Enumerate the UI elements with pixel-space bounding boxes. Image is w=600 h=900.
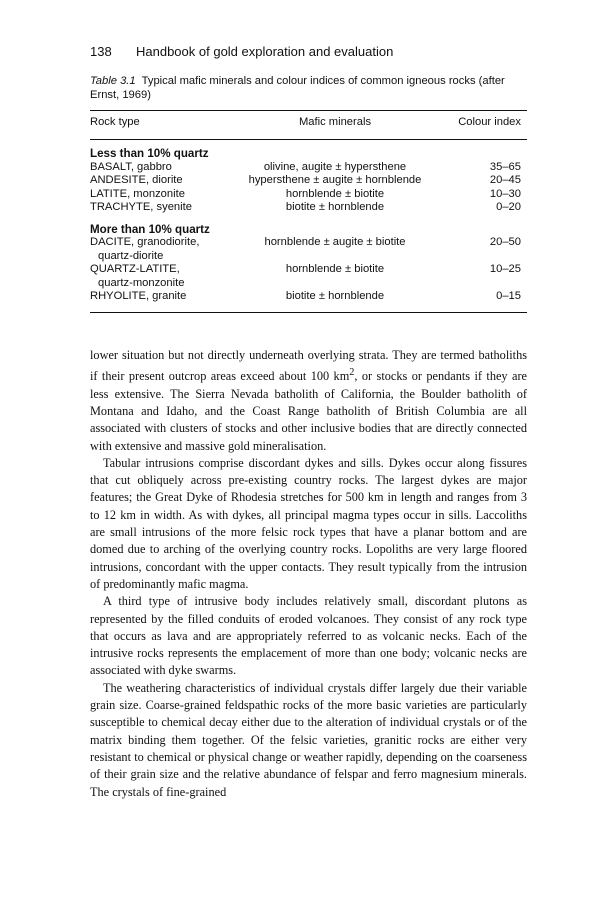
- table-top-rule: [90, 110, 527, 111]
- table-header-row: [90, 113, 527, 142]
- rock-type-continuation: quartz-diorite: [98, 249, 164, 262]
- rock-type-cell: ANDESITE, diorite: [90, 174, 183, 186]
- table-row: [90, 236, 527, 263]
- rock-type-cell: [90, 236, 240, 263]
- table-caption: [90, 74, 530, 102]
- rock-type-line: DACITE, granodiorite,: [90, 236, 200, 248]
- colour-index-cell: 20–50: [489, 236, 521, 248]
- paragraph: The weathering characteristics of individual crystals differ largely due their variable grain size. Coarse-grained feldspathic rocks of the more basic varieties are particularly susceptible to chemical decay either due to the alteration of individual crystals or of the matrix binding them together. Of the felsic varieties, granitic rocks are either very resistant to chemical or physical change or weather rapidly, depending on the coarseness of their grain size and the relative abundance of felspar and ferro magnesium minerals. The crystals of fine-grained: [90, 680, 527, 799]
- colour-index-cell: 10–25: [489, 263, 521, 275]
- mafic-minerals-cell: biotite ± hornblende: [285, 290, 385, 302]
- mafic-minerals-cell: hypersthene ± augite ± hornblende: [248, 174, 422, 186]
- rock-type-cell: BASALT, gabbro: [90, 160, 172, 173]
- table-bottom-rule: [90, 312, 527, 313]
- colour-index-cell: 35–65: [489, 160, 521, 173]
- colour-index-cell: 20–45: [489, 174, 521, 186]
- group-heading: Less than 10% quartz: [90, 147, 209, 160]
- mafic-minerals-cell: biotite ± hornblende: [285, 201, 385, 213]
- rock-type-continuation: quartz-monzonite: [98, 276, 185, 289]
- group-heading-row: [90, 142, 527, 161]
- table-label: Table 3.1: [90, 75, 136, 87]
- table-row: [90, 188, 527, 202]
- running-head: [90, 44, 393, 59]
- table-row: [90, 290, 527, 304]
- paragraph: A third type of intrusive body includes relatively small, discordant plutons as represented by the filled conduits of eroded volcanoes. They consist of any rock type that occurs as lava and are appropriately referred to as volcanic necks. Each of the intrusive rocks represents the emplacement of more than one body; volcanic necks are associated with dyke swarms.: [90, 594, 527, 678]
- column-header-rock-type: Rock type: [90, 116, 140, 128]
- mafic-minerals-cell: hornblende ± biotite: [285, 263, 385, 275]
- book-title: Handbook of gold exploration and evaluation: [136, 44, 394, 59]
- group-heading: More than 10% quartz: [90, 222, 210, 236]
- group-heading-row: [90, 215, 527, 237]
- rock-type-line: QUARTZ-LATITE,: [90, 263, 180, 275]
- igneous-rocks-table: [90, 113, 527, 304]
- mafic-minerals-cell: hornblende ± biotite: [285, 187, 385, 200]
- column-header-colour-index: Colour index: [458, 116, 521, 128]
- colour-index-cell: 0–15: [496, 290, 521, 302]
- body-text: [90, 347, 527, 801]
- paragraph: [90, 347, 527, 455]
- rock-type-cell: [90, 263, 240, 290]
- mafic-minerals-cell: olivine, augite ± hypersthene: [263, 160, 407, 173]
- paragraph: Tabular intrusions comprise discordant dykes and sills. Dykes occur along fissures that cut obliquely across pre-existing country rocks. The largest dykes are major features; the Great Dyke of Rhodesia stretches for 500 km in length and ranges from 3 to 12 km in width. As with dykes, all principal magma types occur in sills. Laccoliths are small intrusions of the more felsic rock types that have a planar bottom and are domed due to arching of the overlying country rocks. Lopoliths are very large floored intrusions, concordant with the upper contacts. They result typically from the intrusion of predominantly mafic magma.: [90, 455, 527, 591]
- paragraph-text: lower situation but not directly underneath overlying strata. They are termed batholiths if their present outcrop areas exceed about 100 km: [90, 348, 527, 384]
- rock-type-cell: TRACHYTE, syenite: [90, 201, 192, 213]
- rock-type-cell: RHYOLITE, granite: [90, 290, 187, 302]
- page-number: 138: [90, 44, 112, 59]
- colour-index-cell: 0–20: [496, 201, 521, 213]
- table-row: [90, 174, 527, 188]
- column-header-mafic-minerals: Mafic minerals: [298, 116, 372, 128]
- table-row: [90, 201, 527, 215]
- mafic-minerals-cell: hornblende ± augite ± biotite: [264, 236, 406, 248]
- colour-index-cell: 10–30: [489, 187, 521, 200]
- superscript: 2: [349, 367, 355, 379]
- table-caption-text: Typical mafic minerals and colour indices of common igneous rocks (after Ernst, 1969): [90, 75, 505, 101]
- paragraph-text: , or stocks or pendants if they are less extensive. The Sierra Nevada batholith of California, the Boulder batholith of Montana and Idaho, and the Coast Range batholith of British Columbia are all associated with clusters of stocks and other inclusive bodies that are directly connected with extensive and massive gold mineralisation.: [90, 369, 527, 453]
- table-row: [90, 161, 527, 175]
- rock-type-cell: LATITE, monzonite: [90, 187, 185, 200]
- table-row: [90, 263, 527, 290]
